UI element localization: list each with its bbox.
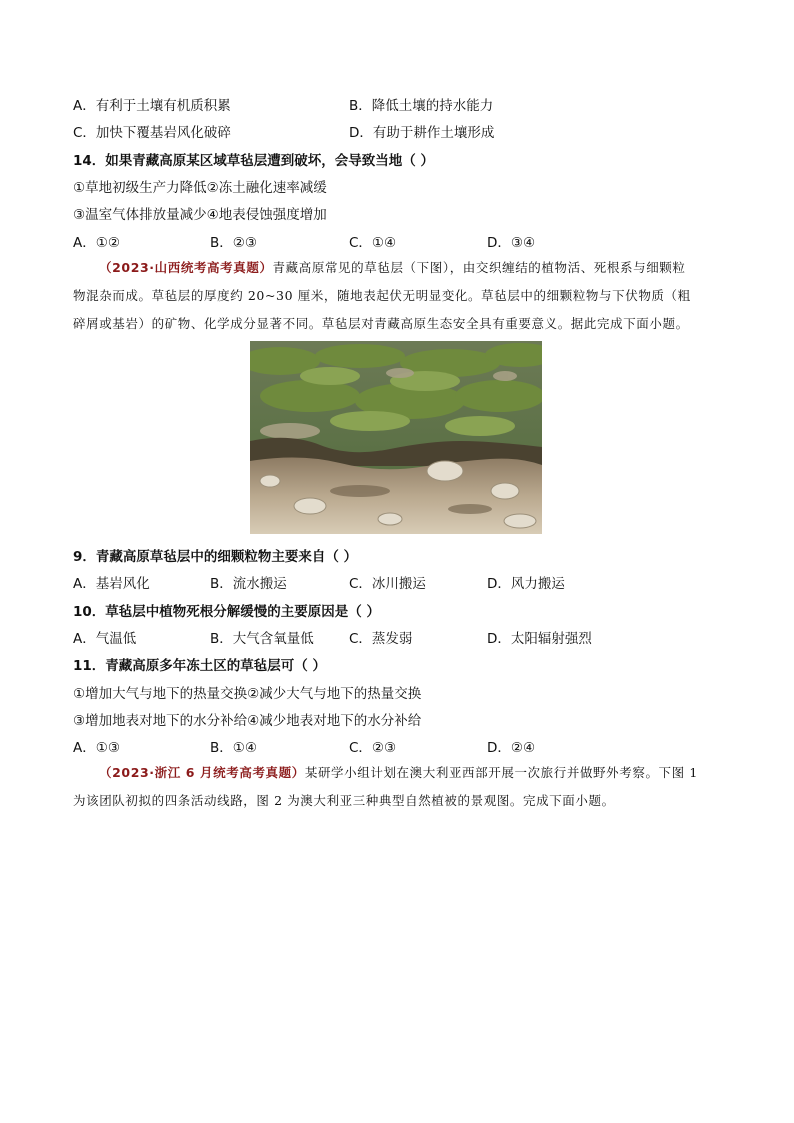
passage-1-source: （2023·山西统考高考真题） [99,260,273,275]
passage-2-line-1: 某研学小组计划在澳大利亚西部开展一次旅行并做野外考察。下图 1 [304,765,698,780]
option-a: A．有利于土壤有机质积累 [73,98,231,114]
question-10-option-c: C．蒸发弱 [349,631,413,647]
question-14-option-c: C．①④ [349,235,397,251]
question-11-statements-2: ③增加地表对地下的水分补给④减少地表对地下的水分补给 [73,713,422,729]
question-14-option-a: A．①② [73,235,120,251]
question-10-option-a: A．气温低 [73,631,137,647]
question-9-stem: 9．青藏高原草毡层中的细颗粒物主要来自（ ） [73,549,358,565]
passage-1 [73,254,723,338]
question-9-option-d: D．风力搬运 [487,576,565,592]
option-d: D．有助于耕作土壤形成 [349,125,495,141]
question-14-statements-2: ③温室气体排放量减少④地表侵蚀强度增加 [73,207,327,223]
question-10-option-b: B．大气含氧量低 [210,631,314,647]
question-9-option-c: C．冰川搬运 [349,576,426,592]
passage-1-line-3: 碎屑或基岩）的矿物、化学成分显著不同。草毡层对青藏高原生态安全具有重要意义。据此完成下面小题。 [73,316,689,331]
question-10-option-d: D．太阳辐射强烈 [487,631,592,647]
question-10-stem: 10．草毡层中植物死根分解缓慢的主要原因是（ ） [73,604,380,620]
passage-2-source: （2023·浙江 6 月统考高考真题） [99,765,305,780]
question-11-option-b: B．①④ [210,740,257,756]
question-11-option-a: A．①③ [73,740,120,756]
passage-1-line-1: 青藏高原常见的草毡层（下图），由交织缠结的植物活、死根系与细颗粒 [272,260,686,275]
grass-mat-photo [250,341,542,534]
question-14-option-b: B．②③ [210,235,257,251]
question-11-statements-1: ①增加大气与地下的热量交换②减少大气与地下的热量交换 [73,686,422,702]
passage-2 [73,759,723,815]
option-b: B．降低土壤的持水能力 [349,98,494,114]
question-14-option-d: D．③④ [487,235,536,251]
passage-2-line-2: 为该团队初拟的四条活动线路，图 2 为澳大利亚三种典型自然植被的景观图。完成下面小题。 [73,793,615,808]
question-9-option-a: A．基岩风化 [73,576,150,592]
question-11-option-c: C．②③ [349,740,397,756]
question-11-stem: 11．青藏高原多年冻土区的草毡层可（ ） [73,658,326,674]
question-14-stem: 14．如果青藏高原某区域草毡层遭到破坏，会导致当地（ ） [73,153,434,169]
question-11-option-d: D．②④ [487,740,536,756]
passage-1-line-2: 物混杂而成。草毡层的厚度约 20~30 厘米，随地表起伏无明显变化。草毡层中的细颗粒物与下伏物质（粗 [73,288,691,303]
option-c: C．加快下覆基岩风化破碎 [73,125,231,141]
question-14-statements-1: ①草地初级生产力降低②冻土融化速率减缓 [73,180,327,196]
question-9-option-b: B．流水搬运 [210,576,287,592]
